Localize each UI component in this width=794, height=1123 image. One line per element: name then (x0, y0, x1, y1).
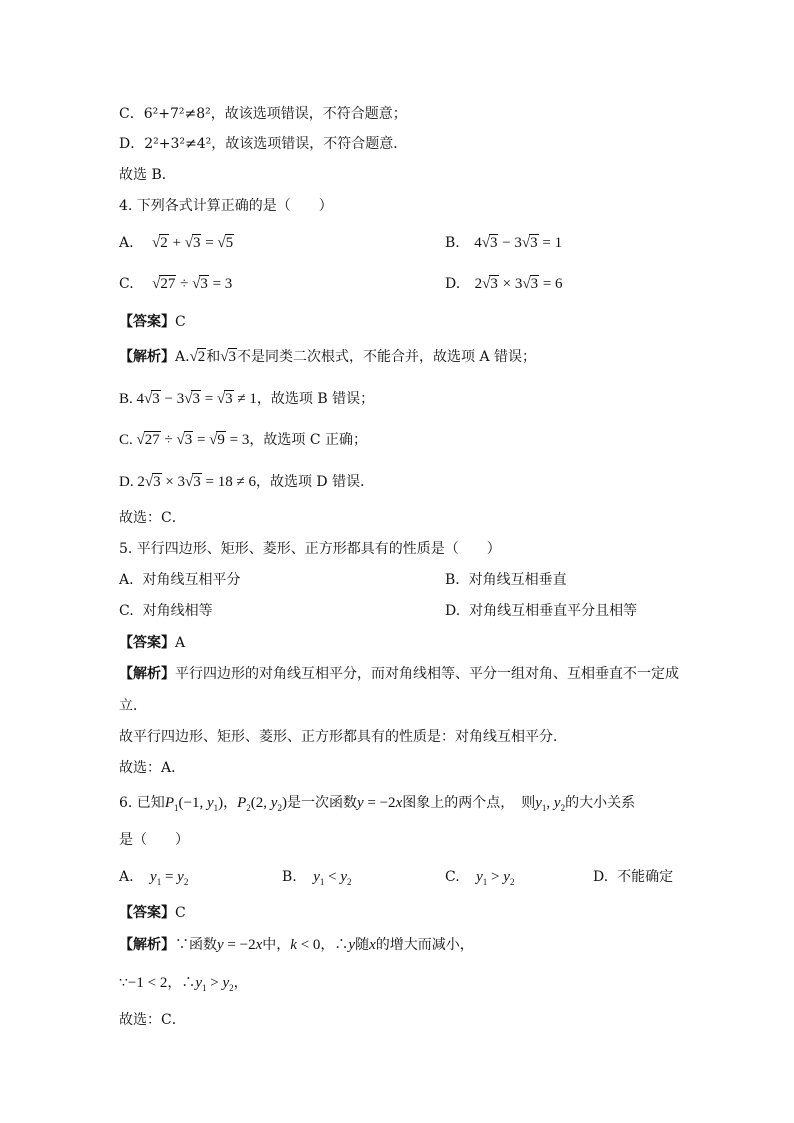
q5-conclusion: 故选：A． (119, 760, 186, 776)
q4-answer: 【答案】C (119, 314, 186, 330)
q5-option-a: A. 对角线互相平分 (119, 572, 241, 588)
q6-option-a: A. $y_1 = y_2$ (119, 869, 189, 887)
q5-analysis-3: 故平行四边形、矩形、菱形、正方形都具有的性质是：对角线互相平分． (119, 729, 567, 745)
q4-analysis-b: B. 4√3 − 3√3 = √3 ≠ 1，故选项 B 错误； (119, 391, 375, 407)
q4-option-b: B. 4√3 − 3√3 = 1 (445, 235, 563, 251)
q6-option-b: B. $y_1 < y_2$ (282, 869, 352, 887)
q5-option-b: B. 对角线互相垂直 (445, 572, 567, 588)
q5-answer: 【答案】A (119, 635, 186, 651)
q4-analysis-c: C. √27 ÷ √3 = √9 = 3，故选项 C 正确； (119, 432, 368, 448)
q4-option-d: D. 2√3 × 3√3 = 6 (445, 276, 563, 292)
q4-option-c-label: C. (119, 276, 134, 292)
q6-conclusion: 故选：C． (119, 1012, 186, 1028)
q4-option-b-label: B. (445, 235, 460, 251)
q6-option-d: D. 不能确定 (593, 869, 674, 885)
option-d-explanation-prev: D．2²+3²≠4²，故该选项错误，不符合题意． (119, 136, 408, 152)
question-4-stem: 4. 下列各式计算正确的是（ ） (119, 198, 333, 214)
q6-answer: 【答案】C (119, 905, 186, 921)
question-6-stem-line-1: 6. 已知$P_1(-1$, $y_1$)，$P_2(2$, $y_2$)是一次函数y = −2x图象上的两个点， 则$y_1$, $y_2$的大小关系 (119, 795, 636, 813)
q4-analysis-a: 【解析】A.√2和√3不是同类二次根式，不能合并，故选项 A 错误； (119, 349, 537, 365)
q6-analysis-2: ∵−1 < 2，$\therefore y_1 > y_2$， (119, 975, 248, 993)
question-6-stem-line-2: 是（ ） (119, 832, 189, 848)
q5-analysis-1: 【解析】平行四边形的对角线互相平分，而对角线相等、平分一组对角、互相垂直不一定成 (119, 666, 679, 682)
q5-option-d: D. 对角线互相垂直平分且相等 (445, 603, 638, 619)
q6-option-c: C. $y_1 > y_2$ (445, 869, 515, 887)
q4-conclusion: 故选：C． (119, 510, 186, 526)
conclusion-prev: 故选 B． (119, 167, 176, 183)
q4-analysis-d: D. 2√3 × 3√3 = 18 ≠ 6，故选项 D 错误． (119, 474, 375, 490)
q5-analysis-2: 立． (119, 698, 147, 714)
q4-option-c: C. √27 ÷ √3 = 3 (119, 276, 233, 292)
q5-option-c: C. 对角线相等 (119, 603, 213, 619)
option-c-explanation-prev: C．6²+7²≠8²，故该选项错误，不符合题意； (119, 106, 407, 122)
q4-option-a: A. √2 + √3 = √5 (119, 235, 234, 251)
q6-analysis-1: 【解析】∵函数y = −2x中，k < 0，∴y随x的增大而减小， (119, 937, 474, 953)
q4-option-a-label: A. (119, 235, 134, 251)
q4-option-d-label: D. (445, 276, 461, 292)
question-5-stem: 5. 平行四边形、矩形、菱形、正方形都具有的性质是（ ） (119, 541, 501, 557)
